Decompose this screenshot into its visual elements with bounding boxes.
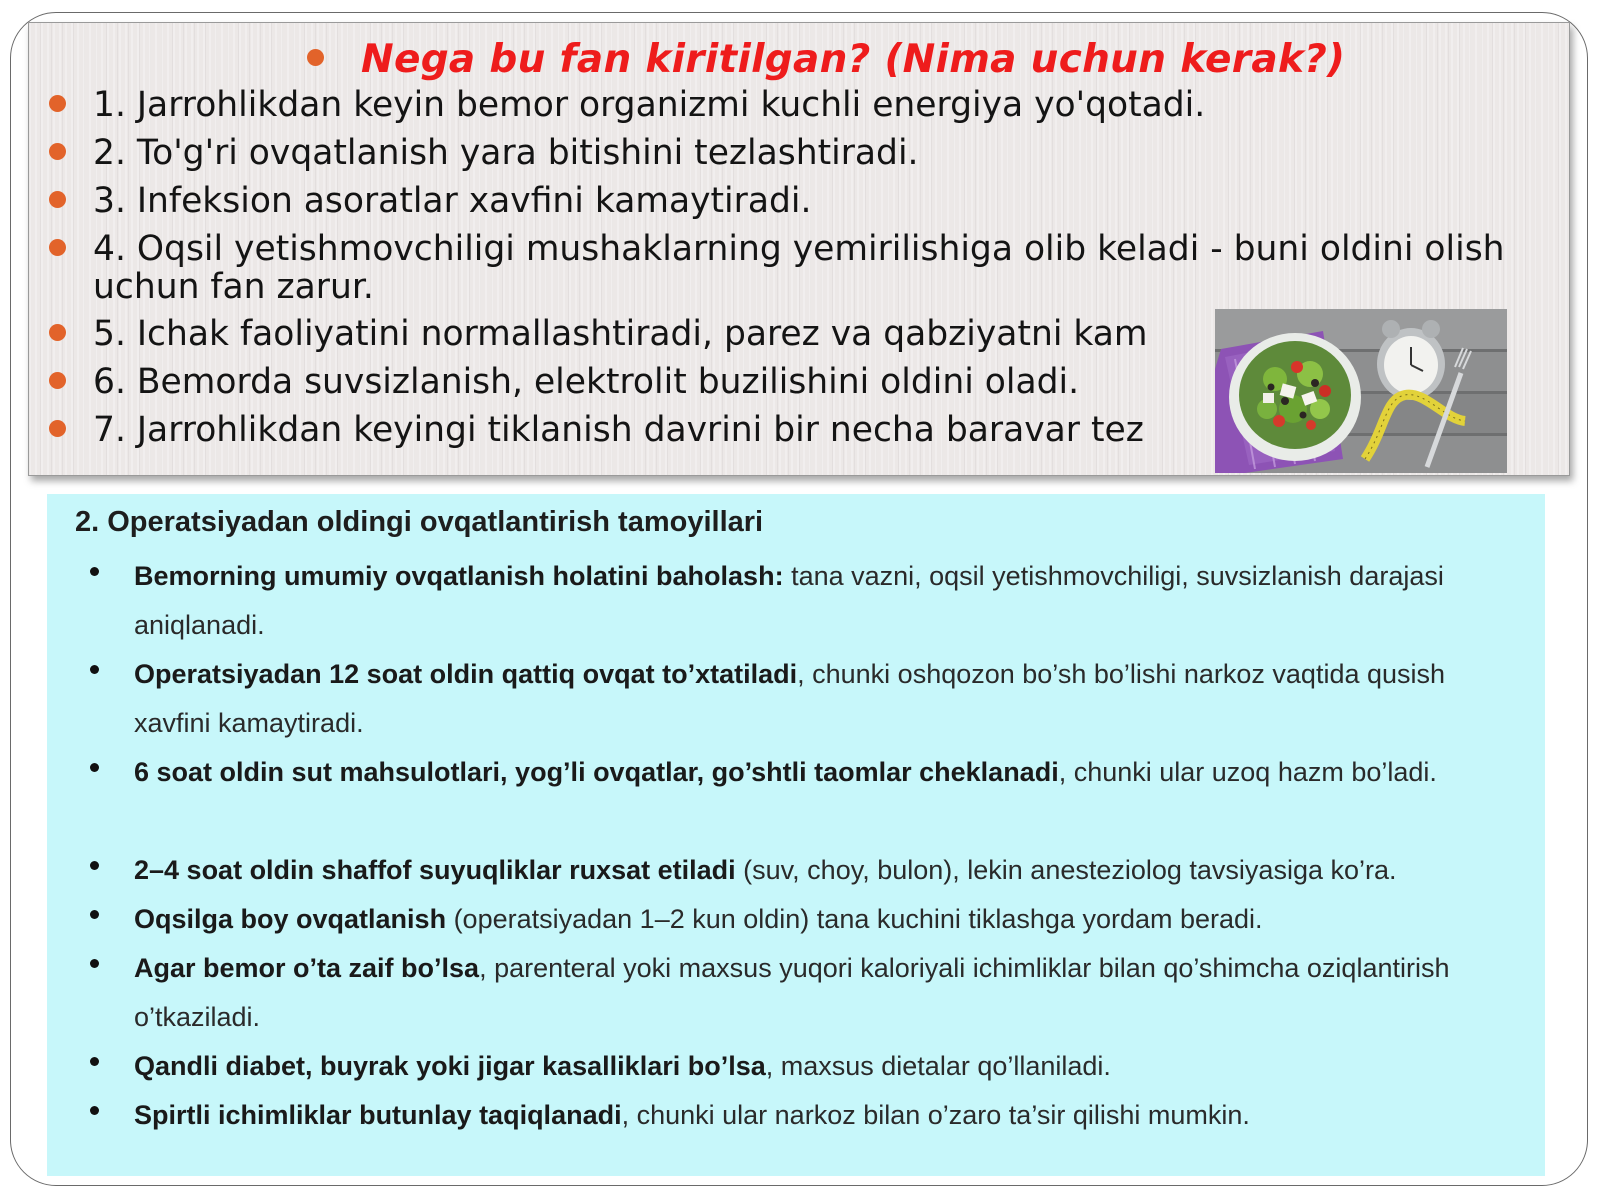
principle-bold: Spirtli ichimliklar butunlay taqiqlanadi [134, 1100, 622, 1130]
principle-bold: 2–4 soat oldin shaffof suyuqliklar ruxsat etiladi [134, 855, 736, 885]
principle-rest: (operatsiyadan 1–2 kun oldin) tana kuchini tiklashga yordam beradi. [446, 904, 1263, 934]
principle-rest: (suv, choy, bulon), lekin anesteziolog tavsiyasiga ko’ra. [735, 855, 1397, 885]
principle-bold: Oqsilga boy ovqatlanish [134, 904, 447, 934]
bullet-icon [49, 143, 66, 160]
panel-heading: Nega bu fan kiritilgan? (Nima uchun kerak?) [361, 37, 1346, 82]
principle-rest: tana vazni, oqsil yetishmovchiligi, suvsizlanish darajasi aniqlanadi. [134, 561, 1444, 640]
principle-text [134, 895, 1524, 944]
principle-text [134, 1042, 1524, 1091]
reason-text: 3. Infeksion asoratlar xavfini kamaytiradi. [93, 181, 812, 221]
principle-rest: , chunki ular narkoz bilan o’zaro ta’sir qilishi mumkin. [621, 1100, 1250, 1130]
principle-rest: , maxsus dietalar qo’llaniladi. [765, 1051, 1111, 1081]
reason-text: 5. Ichak faoliyatini normallashtiradi, parez va qabziyatni kam [93, 314, 1148, 354]
bullet-icon [90, 567, 99, 576]
principle-text [134, 650, 1524, 748]
principle-text [134, 1091, 1524, 1140]
salad-photo-icon [1215, 309, 1507, 473]
principle-bold: 6 soat oldin sut mahsulotlari, yog’li ovqatlar, go’shtli taomlar cheklanadi [134, 757, 1059, 787]
bullet-icon [49, 191, 66, 208]
reasons-panel [28, 22, 1570, 476]
bullet-icon [90, 910, 99, 919]
bullet-icon [90, 1057, 99, 1066]
reason-text: 2. To'g'ri ovqatlanish yara bitishini tezlashtiradi. [93, 133, 919, 173]
bullet-icon [49, 95, 66, 112]
bullet-icon [49, 239, 66, 256]
principle-rest: , parenteral yoki maxsus yuqori kaloriyali ichimliklar bilan qo’shimcha oziqlantirish o’tkaziladi. [134, 953, 1450, 1032]
bullet-icon [90, 1106, 99, 1115]
principle-rest: , chunki oshqozon bo’sh bo’lishi narkoz vaqtida qusish xavfini kamaytiradi. [134, 659, 1446, 738]
bullet-icon [49, 372, 66, 389]
bullet-icon [49, 420, 66, 437]
principle-bold: Operatsiyadan 12 soat oldin qattiq ovqat to’xtatiladi [134, 659, 798, 689]
reason-text: 1. Jarrohlikdan keyin bemor organizmi kuchli energiya yo'qotadi. [93, 85, 1206, 125]
principle-text [134, 944, 1524, 1042]
reason-text: 4. Oqsil yetishmovchiligi mushaklarning yemirilishiga olib keladi - buni oldini olish uchun fan zarur. [93, 229, 1505, 307]
principle-rest: , chunki ular uzoq hazm bo’ladi. [1058, 757, 1437, 787]
bullet-icon [49, 324, 66, 341]
principles-panel [47, 494, 1545, 1176]
principle-bold: Agar bemor o’ta zaif bo’lsa [134, 953, 480, 983]
principle-text [134, 846, 1524, 895]
bullet-icon [90, 763, 99, 772]
section-title: 2. Operatsiyadan oldingi ovqatlantirish tamoyillari [75, 506, 764, 538]
principle-text [134, 748, 1524, 797]
reason-text: 7. Jarrohlikdan keyingi tiklanish davrini bir necha baravar tez [93, 410, 1144, 450]
bullet-icon [90, 665, 99, 674]
reason-text: 6. Bemorda suvsizlanish, elektrolit buzilishini oldini oladi. [93, 362, 1080, 402]
principle-bold: Bemorning umumiy ovqatlanish holatini baholash: [134, 561, 784, 591]
principle-bold: Qandli diabet, buyrak yoki jigar kasalliklari bo’lsa [134, 1051, 766, 1081]
bullet-icon [90, 861, 99, 870]
principle-text [134, 552, 1524, 650]
bullet-icon [90, 959, 99, 968]
